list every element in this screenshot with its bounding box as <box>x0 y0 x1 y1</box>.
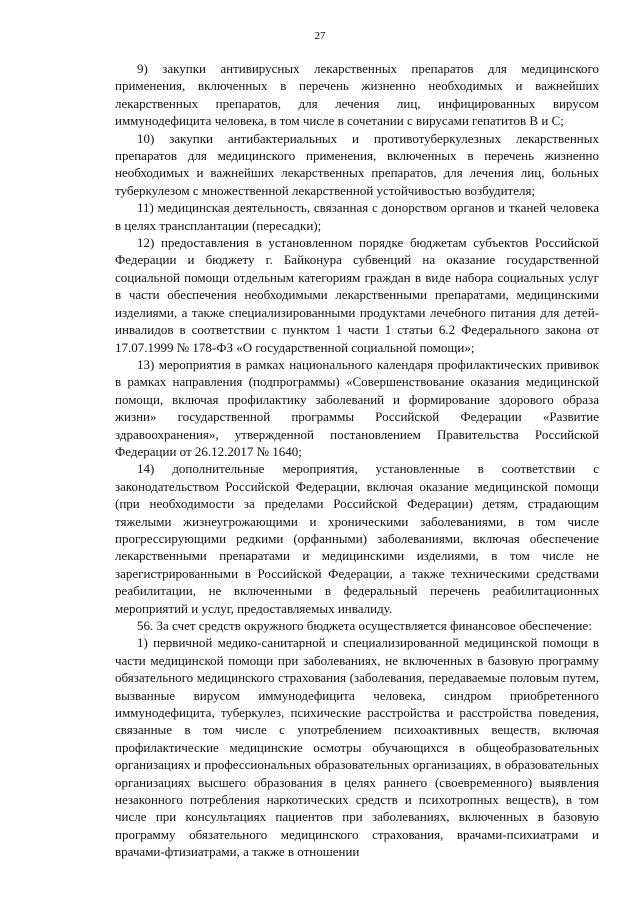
paragraph-item-12: 12) предоставления в установленном порядке бюджетам субъектов Российской Федерации и бюджету г. Байконура субвенций на оказание государственной социальной помощи отдельным категориям граждан в виде набора социальных услуг в части обеспечения необходимыми лекарственными препаратами, медицинскими изделиями, а также специализированными продуктами лечебного питания для детей-инвалидов в соответствии с пунктом 1 части 1 статьи 6.2 Федерального закона от 17.07.1999 № 178-ФЗ «О государственной социальной помощи»; <box>115 235 599 355</box>
paragraph-item-13: 13) мероприятия в рамках национального календаря профилактических прививок в рамках направления (подпрограммы) «Совершенствование оказания медицинской помощи, включая профилактику заболеваний и формирование здорового образа жизни» государственной программы Российской Федерации «Развитие здравоохранения», утвержденной постановлением Правительства Российской Федерации от 26.12.2017 № 1640; <box>115 356 599 459</box>
paragraph-item-14: 14) дополнительные мероприятия, установленные в соответствии с законодательством Российской Федерации, включая оказание медицинской помощи (при необходимости за пределами Российской Федерации) детям, страдающим тяжелыми жизнеугрожающими и хроническими заболеваниями, в том числе прогрессирующими редкими (орфанными) заболеваниями, включая обеспечение лекарственными препаратами и медицинскими изделиями, в том числе не зарегистрированными в Российской Федерации, а также техническими средствами реабилитации, не включенными в федеральный перечень реабилитационных мероприятий и услуг, предоставляемых инвалиду. <box>115 461 599 616</box>
page-number: 27 <box>314 30 326 42</box>
paragraph-section-56: 56. За счет средств окружного бюджета осуществляется финансовое обеспечение: <box>137 618 592 633</box>
paragraph-item-9: 9) закупки антивирусных лекарственных препаратов для медицинского применения, включенных в перечень жизненно необходимых и важнейших лекарственных препаратов, для лечения лиц, инфицированных вирусом иммунодефицита человека, в том числе в сочетании с вирусами гепатитов B и C; <box>115 61 599 129</box>
document-body <box>115 60 599 861</box>
paragraph-item-10: 10) закупки антибактериальных и противотуберкулезных лекарственных препаратов для медицинского применения, включенных в перечень жизненно необходимых и важнейших лекарственных препаратов, для лечения лиц, больных туберкулезом с множественной лекарственной устойчивостью возбудителя; <box>115 130 599 198</box>
paragraph-item-56-1: 1) первичной медико-санитарной и специализированной медицинской помощи в части медицинской помощи при заболеваниях, не включенных в базовую программу обязательного медицинского страхования (заболевания, передаваемые половым путем, вызванные вирусом иммунодефицита человека, синдром приобретенного иммунодефицита, туберкулез, психические расстройства и расстройства поведения, связанные в том числе с употреблением психоактивных веществ, включая профилактические медицинские осмотры обучающихся в общеобразовательных организациях и профессиональных образовательных организациях, в образовательных организациях высшего образования в целях раннего (своевременного) выявления незаконного потребления наркотических средств и психотропных веществ), в том числе при консультациях пациентов при заболеваниях, включенных в базовую программу обязательного медицинского страхования, врачами-психиатрами и врачами-фтизиатрами, а также в отношении <box>115 635 599 860</box>
paragraph-item-11: 11) медицинская деятельность, связанная с донорством органов и тканей человека в целях трансплантации (пересадки); <box>115 200 599 233</box>
